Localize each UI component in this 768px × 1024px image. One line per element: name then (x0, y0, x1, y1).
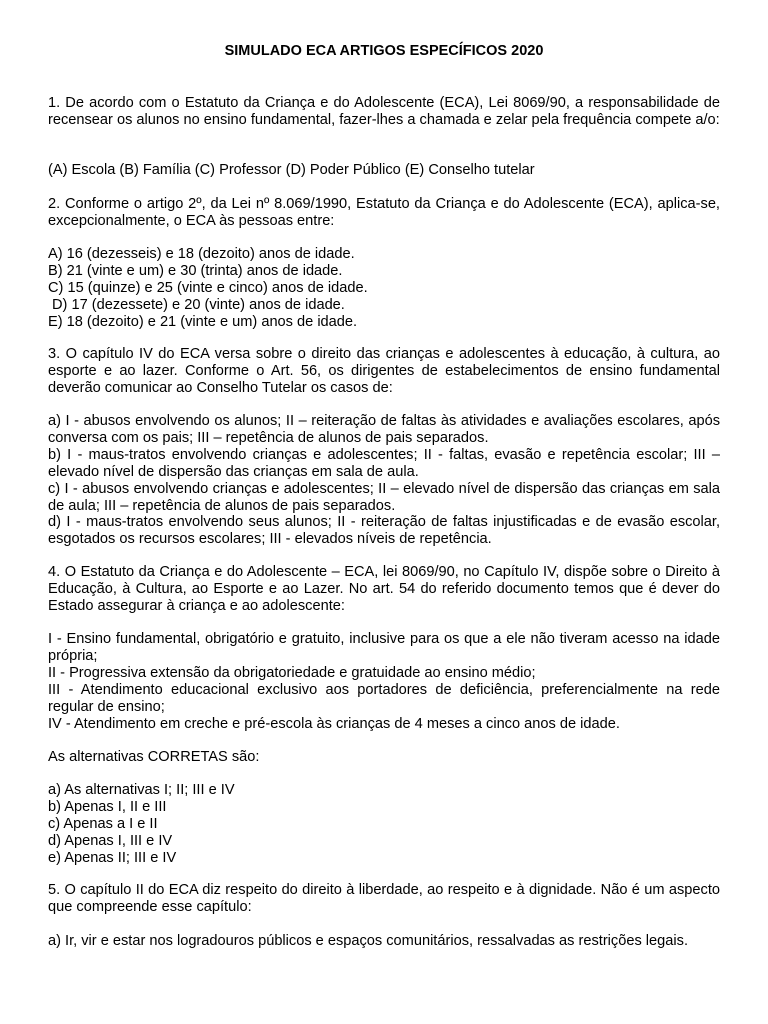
item-i: I - Ensino fundamental, obrigatório e gratuito, inclusive para os que a ele não tiveram acesso na idade própria; (48, 631, 720, 664)
option-b: b) I - maus-tratos envolvendo crianças e adolescentes; II - faltas, evasão e repetência escolar; III – elevado nível de dispersão das crianças em sala de aula. (48, 446, 720, 480)
option-a: A) 16 (dezesseis) e 18 (dezoito) anos de idade. (48, 246, 355, 262)
question-1-options: (A) Escola (B) Família (C) Professor (D) Poder Público (E) Conselho tutelar (48, 162, 535, 178)
question-4-options (48, 782, 720, 867)
item-ii: II - Progressiva extensão da obrigatoriedade e gratuidade ao ensino médio; (48, 664, 536, 681)
question-1-text: 1. De acordo com o Estatuto da Criança e do Adolescente (ECA), Lei 8069/90, a responsabilidade de recensear os alunos no ensino fundamental, fazer-lhes a chamada e zelar pela frequência compete a/o: (48, 95, 720, 128)
option-e: e) Apenas II; III e IV (48, 849, 177, 866)
option-e: E) 18 (dezoito) e 21 (vinte e um) anos de idade. (48, 313, 358, 330)
option-d: D) 17 (dezessete) e 20 (vinte) anos de idade. (52, 296, 345, 313)
option-c: c) I - abusos envolvendo crianças e adolescentes; II – elevado nível de dispersão das crianças em sala de aula; III – repetência de alunos de pais separados. (48, 480, 720, 514)
document-title: SIMULADO ECA ARTIGOS ESPECÍFICOS 2020 (224, 43, 544, 59)
option-c: C) 15 (quinze) e 25 (vinte e cinco) anos de idade. (48, 279, 368, 296)
question-4-prompt: As alternativas CORRETAS são: (48, 749, 260, 765)
option-b: b) Apenas I, II e III (48, 798, 167, 815)
question-2-text: 2. Conforme o artigo 2º, da Lei nº 8.069/1990, Estatuto da Criança e do Adolescente (ECA), aplica-se, excepcionalmente, o ECA às pessoas entre: (48, 196, 720, 229)
question-2-options (48, 246, 720, 331)
question-4-text: 4. O Estatuto da Criança e do Adolescente – ECA, lei 8069/90, no Capítulo IV, dispõe sobre o Direito à Educação, à Cultura, ao Esporte e ao Lazer. No art. 54 do referido documento temos que é dever do Estado assegurar à criança e ao adolescente: (48, 564, 720, 614)
option-d: d) Apenas I, III e IV (48, 832, 173, 849)
question-4-items (48, 631, 720, 732)
question-5-text: 5. O capítulo II do ECA diz respeito do direito à liberdade, ao respeito e à dignidade. Não é um aspecto que compreende esse capítulo: (48, 882, 720, 915)
option-a: a) I - abusos envolvendo os alunos; II – reiteração de faltas às atividades e avaliações escolares, após conversa com os pais; III – repetência de alunos de pais separados. (48, 413, 720, 446)
question-3-options (48, 413, 720, 548)
question-3-text: 3. O capítulo IV do ECA versa sobre o direito das crianças e adolescentes à educação, à cultura, ao esporte e ao lazer. Conforme o Art. 56, os dirigentes de estabelecimentos de ensino fundamental deverão comunicar ao Conselho Tutelar os casos de: (48, 346, 720, 396)
option-d: d) I - maus-tratos envolvendo seus alunos; II - reiteração de faltas injustificadas e de evasão escolar, esgotados os recursos escolares; III - elevados níveis de repetência. (48, 514, 720, 548)
item-iv: IV - Atendimento em creche e pré-escola às crianças de 4 meses a cinco anos de idade. (48, 715, 620, 732)
option-b: B) 21 (vinte e um) e 30 (trinta) anos de idade. (48, 262, 343, 279)
option-c: c) Apenas a I e II (48, 815, 158, 832)
option-a: a) As alternativas I; II; III e IV (48, 782, 235, 798)
item-iii: III - Atendimento educacional exclusivo aos portadores de deficiência, preferencialmente na rede regular de ensino; (48, 681, 720, 715)
question-5-option-a: a) Ir, vir e estar nos logradouros públicos e espaços comunitários, ressalvadas as restrições legais. (48, 933, 688, 949)
